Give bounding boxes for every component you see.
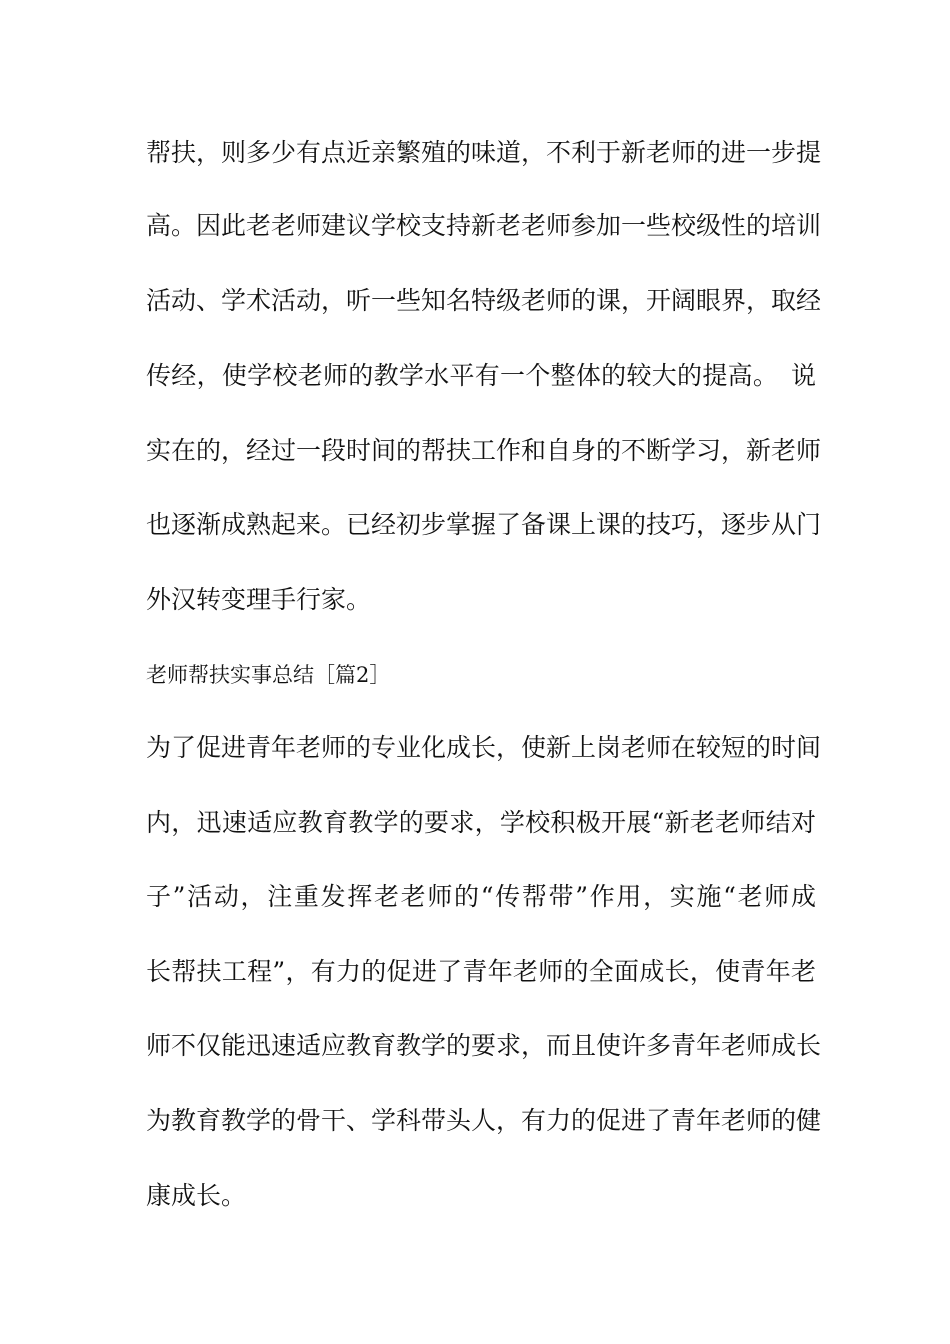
paragraph-line: 康成长。 bbox=[146, 1181, 247, 1210]
paragraph-line: 帮扶，则多少有点近亲繁殖的味道，不利于新老师的进一步提 bbox=[146, 138, 822, 167]
paragraph-line: 实在的，经过一段时间的帮扶工作和自身的不断学习，新老师 bbox=[146, 436, 822, 465]
paragraph-line: 高。因此老老师建议学校支持新老老师参加一些校级性的培训 bbox=[146, 211, 822, 240]
paragraph-line: 内，迅速适应教育教学的要求，学校积极开展“新老老师结对 bbox=[146, 808, 816, 837]
paragraph-line: 也逐渐成熟起来。已经初步掌握了备课上课的技巧，逐步从门 bbox=[146, 510, 822, 539]
paragraph-line: 为教育教学的骨干、学科带头人，有力的促进了青年老师的健 bbox=[146, 1106, 822, 1135]
paragraph-line: 为了促进青年老师的专业化成长，使新上岗老师在较短的时间 bbox=[146, 733, 822, 762]
paragraph-line: 传经，使学校老师的教学水平有一个整体的较大的提高。 说 bbox=[146, 361, 816, 390]
paragraph-line: 师不仅能迅速适应教育教学的要求，而且使许多青年老师成长 bbox=[146, 1031, 822, 1060]
section-heading: 老师帮扶实事总结［篇2］ bbox=[146, 663, 391, 687]
paragraph-line: 活动、学术活动，听一些知名特级老师的课，开阔眼界，取经 bbox=[146, 286, 822, 315]
paragraph-line: 外汉转变理手行家。 bbox=[146, 585, 372, 614]
paragraph-line: 子”活动，注重发挥老老师的“传帮带”作用，实施“老师成 bbox=[146, 882, 816, 911]
paragraph-line: 长帮扶工程”，有力的促进了青年老师的全面成长，使青年老 bbox=[146, 957, 816, 986]
